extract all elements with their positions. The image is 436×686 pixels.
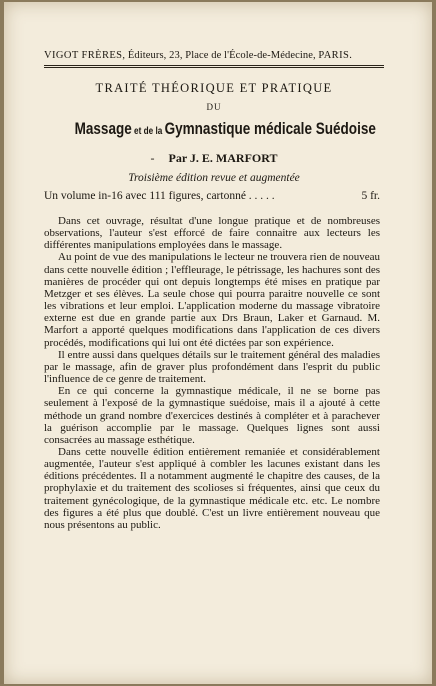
paragraph: Il entre aussi dans quelques détails sur le traitement général des maladies par le massage, afin de graver plus profondément dans l'esprit du public l'influence de ce genre de traitement. [44, 348, 380, 386]
paragraph: En ce qui concerne la gymnastique médicale, il ne se borne pas seulement à l'exposé de la gymnastique suédoise, mais il a ajouté à cette méthode un grand nombre d'exercices destinés à compléter et à parachever la guérison accomplie par le massage. Quelques lignes sont aussi consacrées au massage esthétique. [44, 385, 380, 446]
volume-price: 5 fr. [361, 190, 380, 202]
header-rule-bottom [44, 67, 384, 68]
book-title-line2: DU [206, 102, 222, 112]
header-rule-top [44, 65, 384, 66]
paragraph: Dans cet ouvrage, résultat d'une longue pratique et de nombreuses observations, l'auteur s'est efforcé de faire connaitre aux lecteurs les différentes manipulations employées dans le massage. [44, 215, 380, 252]
book-title-line1: TRAITÉ THÉORIQUE ET PRATIQUE [95, 81, 333, 95]
title-connector: et de la [131, 126, 165, 137]
paragraph: Au point de vue des manipulations le lecteur ne trouvera rien de nouveau dans cette nouvelle édition ; l'effleurage, le pétrissage, les hachures sont des manières de procéder qui ont depuis longtemps été mises en pratique par Metzger et ses élèves. La seule chose qui pourra paraitre nouvelle ce sont les vibrations et leur emploi. L'application moderne du massage vibratoire externe est due en grande partie aux Drs Braun, Laker et Garnaud. M. Marfort a apporté quelques modifications dans l'application de ces divers procédés, modifications qui lui ont été dictées par son expérience. [44, 251, 380, 349]
paragraph: Dans cette nouvelle édition entièrement remaniée et considérablement augmentée, l'auteur s'est appliqué à combler les lacunes existant dans les éditions précédentes. Il a notamment augmenté le chapitre des causes, de la prophylaxie et du traitement des scolioses si fréquentes, ainsi que ceux du traitement gynécologique, de la gymnastique médicale etc. etc. Le nombre des figures a été plus que doublé. C'est un livre entièrement nouveau que nous présentons au public. [44, 445, 380, 531]
book-title-main [74, 120, 376, 139]
title-gymnastique: Gymnastique médicale Suédoise [164, 120, 376, 138]
publisher-city: PARIS. [318, 50, 353, 61]
author-dash: - [150, 151, 155, 165]
volume-line [44, 190, 384, 202]
publisher-address: , Éditeurs, 23, Place de l'École-de-Médecine, [122, 50, 319, 61]
publisher-name: VIGOT FRÈRES [44, 50, 123, 61]
author-name: Par J. E. MARFORT [168, 151, 278, 165]
description-body [44, 215, 380, 531]
publisher-header [44, 50, 384, 61]
catalog-page [4, 2, 432, 684]
edition-line: Troisième édition revue et augmentée [128, 172, 300, 184]
author-line [44, 151, 384, 166]
volume-description: Un volume in-16 avec 111 figures, cartonné . . . . . [44, 190, 275, 202]
title-massage: Massage [74, 120, 132, 138]
